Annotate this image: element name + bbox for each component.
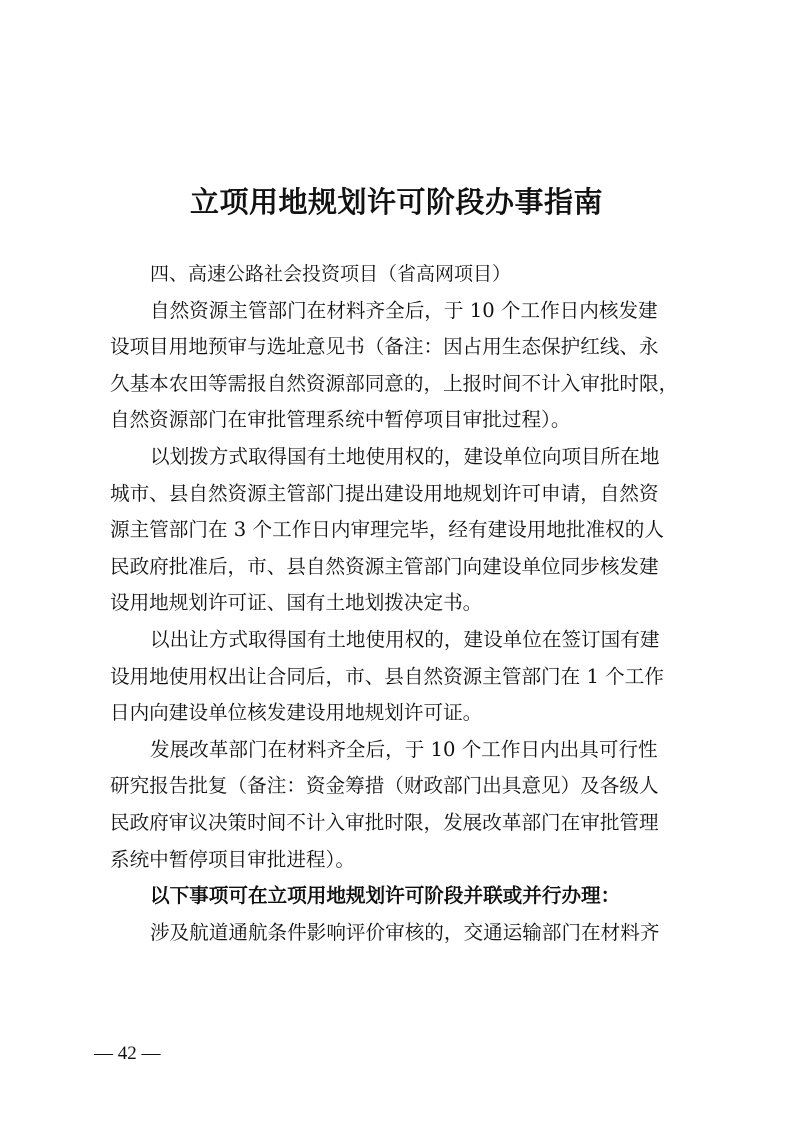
page-title: 立项用地规划许可阶段办事指南	[189, 185, 603, 219]
paragraph-line: 城市、县自然资源主管部门提出建设用地规划许可申请，自然资	[110, 481, 659, 505]
paragraph-line: 民政府审议决策时间不计入审批时限，发展改革部门在审批管理	[110, 810, 659, 834]
paragraph-line: 发展改革部门在材料齐全后，于 10 个工作日内出具可行性	[150, 737, 658, 761]
bold-subheading: 以下事项可在立项用地规划许可阶段并联或并行办理：	[150, 884, 621, 908]
paragraph-line: 系统中暂停项目审批进程）。	[110, 847, 355, 871]
paragraph-line: 自然资源部门在审批管理系统中暂停项目审批过程）。	[110, 408, 571, 432]
paragraph-line: 涉及航道通航条件影响评价审核的，交通运输部门在材料齐	[150, 920, 660, 944]
page-number: — 42 —	[94, 1043, 161, 1064]
paragraph-line: 研究报告批复（备注：资金筹措（财政部门出具意见）及各级人	[110, 774, 659, 798]
section-heading: 四、高速公路社会投资项目（省高网项目）	[150, 263, 512, 285]
document-body	[110, 256, 690, 951]
paragraph-line: 久基本农田等需报自然资源部同意的，上报时间不计入审批时限，	[110, 371, 679, 395]
paragraph-line: 日内向建设单位核发建设用地规划许可证。	[110, 701, 483, 725]
paragraph-line: 民政府批准后，市、县自然资源主管部门向建设单位同步核发建	[110, 554, 659, 578]
paragraph-line: 源主管部门在 3 个工作日内审理完毕，经有建设用地批准权的人	[110, 518, 664, 542]
paragraph-line: 设用地规划许可证、国有土地划拨决定书。	[110, 591, 483, 615]
paragraph-line: 自然资源主管部门在材料齐全后，于 10 个工作日内核发建	[150, 298, 658, 322]
paragraph-line: 设项目用地预审与选址意见书（备注：因占用生态保护红线、永	[110, 335, 659, 359]
paragraph-line: 设用地使用权出让合同后，市、县自然资源主管部门在 1 个工作	[110, 664, 664, 688]
paragraph-line: 以出让方式取得国有土地使用权的，建设单位在签订国有建	[150, 627, 660, 651]
paragraph-line: 以划拨方式取得国有土地使用权的，建设单位向项目所在地	[150, 444, 660, 468]
